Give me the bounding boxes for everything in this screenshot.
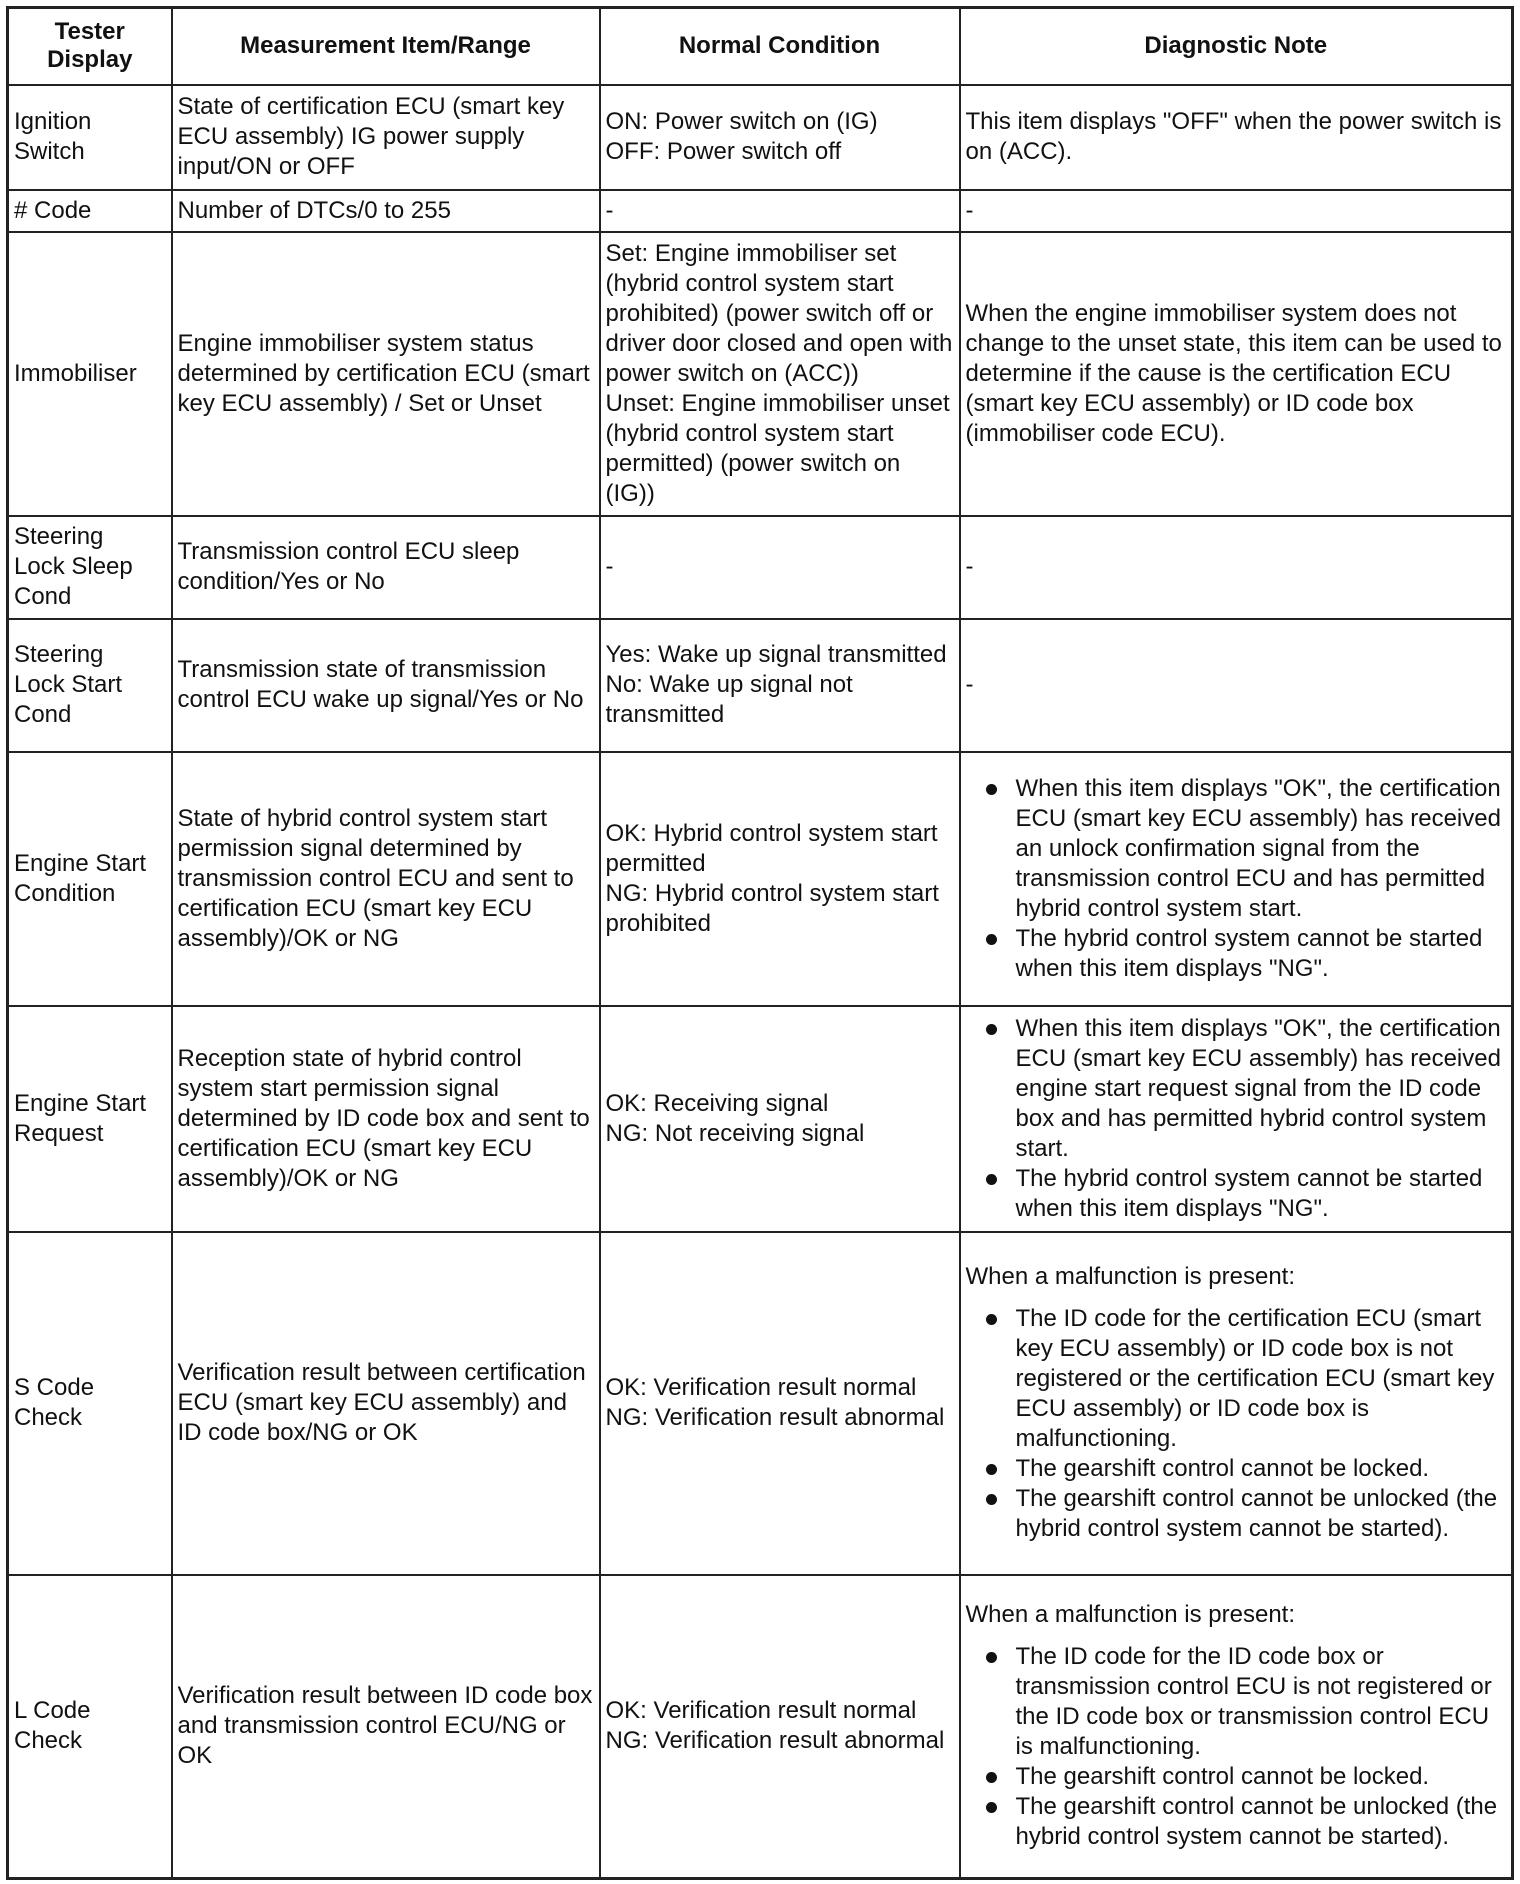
note-bullet-list: [966, 1642, 1507, 1852]
note-bullet: The hybrid control system cannot be started when this item displays "NG".: [966, 1164, 1507, 1224]
data-list-table-container: [6, 6, 1511, 1877]
measurement-cell: Transmission control ECU sleep condition/Yes or No: [172, 516, 600, 619]
normal-condition-cell: Set: Engine immobiliser set (hybrid control system start prohibited) (power switch off or driver door closed and open with power switch on (ACC)) Unset: Engine immobiliser unset (hybrid control system start permitted) (power switch on (IG)): [600, 232, 960, 516]
normal-condition-cell: OK: Receiving signal NG: Not receiving signal: [600, 1006, 960, 1232]
note-bullet-list: [966, 1014, 1507, 1224]
tester-display-cell: Immobiliser: [8, 232, 172, 516]
normal-condition-cell: Yes: Wake up signal transmitted No: Wake up signal not transmitted: [600, 619, 960, 752]
header-normal-condition: Normal Condition: [600, 8, 960, 85]
note-bullet: The hybrid control system cannot be started when this item displays "NG".: [966, 924, 1507, 984]
tester-display-cell: Steering Lock Start Cond: [8, 619, 172, 752]
table-row: [8, 190, 1513, 232]
note-lead: When a malfunction is present:: [965, 1263, 1295, 1290]
note-bullet: When this item displays "OK", the certification ECU (smart key ECU assembly) has received an unlock confirmation signal from the transmission control ECU and has permitted hybrid control system start.: [966, 774, 1507, 924]
note-bullet: The gearshift control cannot be unlocked (the hybrid control system cannot be started).: [966, 1484, 1507, 1544]
header-row: [8, 8, 1513, 85]
diagnostic-note-cell: [960, 1575, 1513, 1879]
note-bullet: The ID code for the certification ECU (smart key ECU assembly) or ID code box is not registered or the certification ECU (smart key ECU assembly) or ID code box is malfunctioning.: [966, 1304, 1507, 1454]
note-bullet: The ID code for the ID code box or transmission control ECU is not registered or the ID code box or transmission control ECU is malfunctioning.: [966, 1642, 1507, 1762]
measurement-cell: Verification result between certification ECU (smart key ECU assembly) and ID code box/NG or OK: [172, 1232, 600, 1575]
diagnostic-note-cell: When the engine immobiliser system does not change to the unset state, this item can be used to determine if the cause is the certification ECU (smart key ECU assembly) or ID code box (immobiliser code ECU).: [960, 232, 1513, 516]
note-bullet-list: [966, 774, 1507, 984]
normal-condition-cell: OK: Verification result normal NG: Verification result abnormal: [600, 1232, 960, 1575]
note-bullet: The gearshift control cannot be locked.: [966, 1454, 1507, 1484]
diagnostic-note-cell: This item displays "OFF" when the power switch is on (ACC).: [960, 85, 1513, 190]
tester-display-cell: L Code Check: [8, 1575, 172, 1879]
table-row: [8, 232, 1513, 516]
diagnostic-note-cell: -: [960, 190, 1513, 232]
measurement-cell: State of certification ECU (smart key ECU assembly) IG power supply input/ON or OFF: [172, 85, 600, 190]
diagnostic-note-cell: [960, 1232, 1513, 1575]
header-tester-display: Tester Display: [8, 8, 172, 85]
measurement-cell: Transmission state of transmission control ECU wake up signal/Yes or No: [172, 619, 600, 752]
measurement-cell: Verification result between ID code box and transmission control ECU/NG or OK: [172, 1575, 600, 1879]
note-bullet: The gearshift control cannot be unlocked (the hybrid control system cannot be started).: [966, 1792, 1507, 1852]
normal-condition-cell: OK: Hybrid control system start permitted NG: Hybrid control system start prohibited: [600, 752, 960, 1006]
measurement-cell: Reception state of hybrid control system start permission signal determined by ID code box and sent to certification ECU (smart key ECU assembly)/OK or NG: [172, 1006, 600, 1232]
table-row: [8, 619, 1513, 752]
measurement-cell: State of hybrid control system start permission signal determined by transmission control ECU and sent to certification ECU (smart key ECU assembly)/OK or NG: [172, 752, 600, 1006]
table-row: [8, 516, 1513, 619]
normal-condition-cell: -: [600, 516, 960, 619]
note-bullet: The gearshift control cannot be locked.: [966, 1762, 1507, 1792]
note-lead: When a malfunction is present:: [965, 1601, 1295, 1629]
tester-display-cell: Steering Lock Sleep Cond: [8, 516, 172, 619]
tester-display-cell: S Code Check: [8, 1232, 172, 1575]
tester-display-cell: Engine Start Condition: [8, 752, 172, 1006]
normal-condition-cell: -: [600, 190, 960, 232]
measurement-cell: Number of DTCs/0 to 255: [172, 190, 600, 232]
tester-display-cell: Engine Start Request: [8, 1006, 172, 1232]
diagnostic-note-cell: -: [960, 619, 1513, 752]
measurement-cell: Engine immobiliser system status determined by certification ECU (smart key ECU assembly) / Set or Unset: [172, 232, 600, 516]
header-diagnostic-note: Diagnostic Note: [960, 8, 1513, 85]
tester-display-cell: Ignition Switch: [8, 85, 172, 190]
note-bullet: When this item displays "OK", the certification ECU (smart key ECU assembly) has received engine start request signal from the ID code box and has permitted hybrid control system start.: [966, 1014, 1507, 1164]
table-row: [8, 1575, 1513, 1879]
diagnostic-note-cell: -: [960, 516, 1513, 619]
table-row: [8, 1006, 1513, 1232]
normal-condition-cell: ON: Power switch on (IG) OFF: Power switch off: [600, 85, 960, 190]
data-list-table: [6, 6, 1514, 1880]
tester-display-cell: # Code: [8, 190, 172, 232]
normal-condition-cell: OK: Verification result normal NG: Verification result abnormal: [600, 1575, 960, 1879]
table-row: [8, 1232, 1513, 1575]
diagnostic-note-cell: [960, 1006, 1513, 1232]
table-row: [8, 752, 1513, 1006]
header-measurement-item: Measurement Item/Range: [172, 8, 600, 85]
diagnostic-note-cell: [960, 752, 1513, 1006]
note-bullet-list: [966, 1304, 1507, 1544]
table-row: [8, 85, 1513, 190]
